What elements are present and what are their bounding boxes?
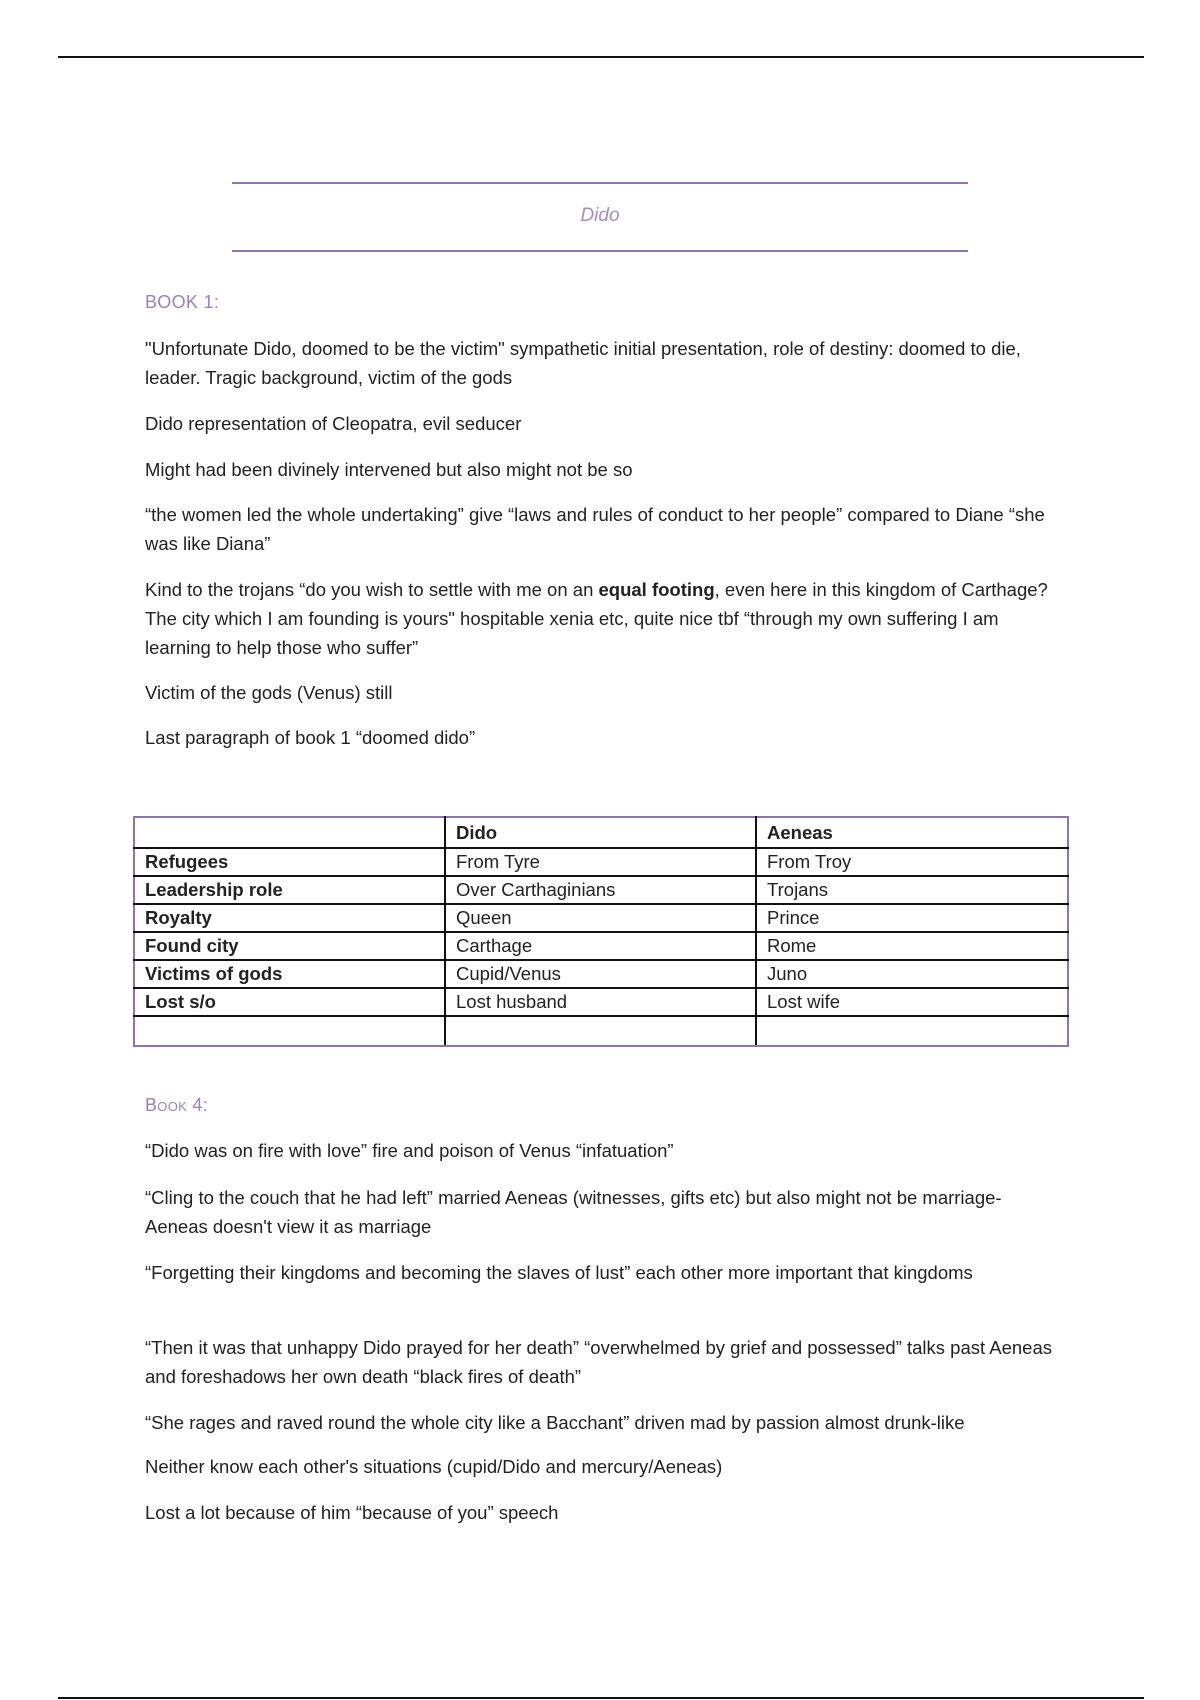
paragraph-text: Kind to the trojans “do you wish to settle with me on an <box>145 579 599 600</box>
table-row <box>134 876 1068 904</box>
table-cell: Juno <box>756 960 1068 988</box>
title-top-rule <box>232 182 968 184</box>
table-cell: Cupid/Venus <box>445 960 756 988</box>
book4-paragraph-2: “Cling to the couch that he had left” married Aeneas (witnesses, gifts etc) but also might not be marriage- Aeneas doesn't view it as marriage <box>145 1187 1002 1237</box>
paragraph-text: , even here in this kingdom of Carthage? The city which I am founding is yours" hospitable xenia etc, quite nice tbf “through my own suffering I am learning to help those who suffer” <box>145 579 1048 658</box>
table-row-label: Leadership role <box>134 876 445 904</box>
table-cell: Carthage <box>445 932 756 960</box>
table-header-cell: Dido <box>445 817 756 848</box>
page-top-rule <box>58 56 1144 58</box>
table-row <box>134 904 1068 932</box>
book4-paragraph-4: “Then it was that unhappy Dido prayed for her death” “overwhelmed by grief and possessed” talks past Aeneas and foreshadows her own death “black fires of death” <box>145 1337 1053 1387</box>
book4-paragraph-6: Neither know each other's situations (cupid/Dido and mercury/Aeneas) <box>145 1456 723 1477</box>
table-cell: Lost wife <box>756 988 1068 1016</box>
table-row-label: Victims of gods <box>134 960 445 988</box>
book1-paragraph-4: “the women led the whole undertaking” give “laws and rules of conduct to her people” compared to Diane “she was like Diana” <box>145 504 1045 554</box>
table-header-row <box>134 817 1068 848</box>
comparison-table <box>133 816 1069 1047</box>
table-header-cell <box>134 817 445 848</box>
table-cell <box>134 1016 445 1046</box>
book1-paragraph-1: "Unfortunate Dido, doomed to be the victim" sympathetic initial presentation, role of destiny: doomed to die, leader. Tragic background, victim of the gods <box>145 338 1021 388</box>
book4-heading: Book 4: <box>145 1095 209 1115</box>
table-cell: Over Carthaginians <box>445 876 756 904</box>
book1-paragraph-5 <box>145 575 1065 662</box>
book4-paragraph-1: “Dido was on fire with love” fire and poison of Venus “infatuation” <box>145 1140 674 1161</box>
table-row <box>134 932 1068 960</box>
bold-phrase: equal footing <box>598 579 715 600</box>
table-row <box>134 848 1068 876</box>
document-title: Dido <box>580 205 620 226</box>
table-header-cell: Aeneas <box>756 817 1068 848</box>
table-row <box>134 988 1068 1016</box>
book1-heading: BOOK 1: <box>145 292 220 312</box>
table-row-label: Royalty <box>134 904 445 932</box>
table-row-label: Found city <box>134 932 445 960</box>
table-cell: Queen <box>445 904 756 932</box>
table-cell: Lost husband <box>445 988 756 1016</box>
table-cell: Trojans <box>756 876 1068 904</box>
page-bottom-rule <box>58 1697 1144 1699</box>
table-row-label: Refugees <box>134 848 445 876</box>
book1-paragraph-7: Last paragraph of book 1 “doomed dido” <box>145 727 476 748</box>
book4-paragraph-7: Lost a lot because of him “because of you” speech <box>145 1502 559 1523</box>
book1-paragraph-2: Dido representation of Cleopatra, evil seducer <box>145 413 522 434</box>
book1-paragraph-6: Victim of the gods (Venus) still <box>145 682 393 703</box>
table-cell <box>445 1016 756 1046</box>
table-cell: From Troy <box>756 848 1068 876</box>
table-row-label: Lost s/o <box>134 988 445 1016</box>
table-cell: Prince <box>756 904 1068 932</box>
table-row <box>134 960 1068 988</box>
table-cell: From Tyre <box>445 848 756 876</box>
table-cell <box>756 1016 1068 1046</box>
book4-paragraph-5: “She rages and raved round the whole city like a Bacchant” driven mad by passion almost drunk-like <box>145 1412 965 1433</box>
book1-paragraph-3: Might had been divinely intervened but also might not be so <box>145 459 633 480</box>
book4-paragraph-3: “Forgetting their kingdoms and becoming the slaves of lust” each other more important that kingdoms <box>145 1262 973 1283</box>
title-bottom-rule <box>232 250 968 252</box>
table-cell: Rome <box>756 932 1068 960</box>
table-row-empty <box>134 1016 1068 1046</box>
